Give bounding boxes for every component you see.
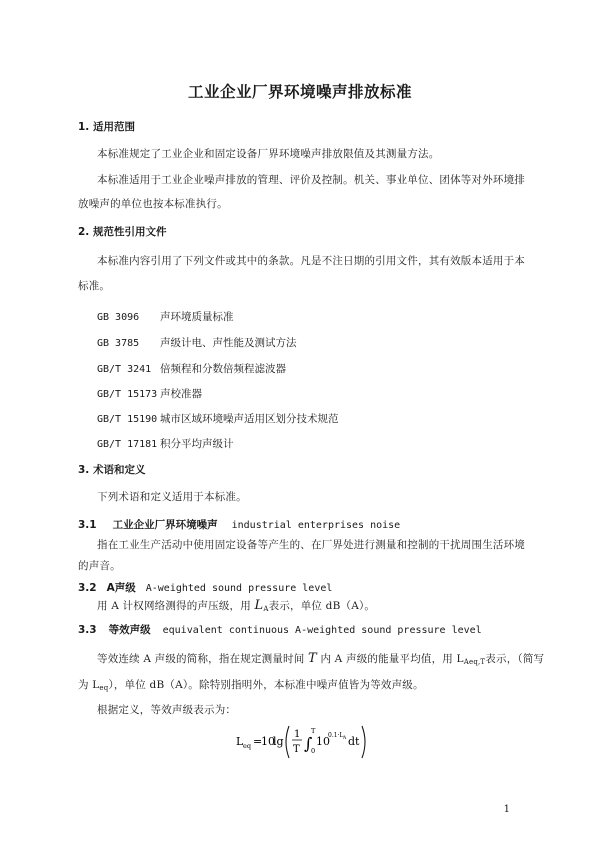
page-number: 1 [503,804,510,815]
reference-code: GB 3096 [97,312,140,323]
section-3-heading: 3. 术语和定义 [78,464,146,476]
term-number: 3.1 [78,519,97,531]
term-cn: 等效声级 [108,624,151,636]
reference-item [97,432,234,451]
section-1-paragraph-2-line-2: 放噪声的单位也按本标准执行。 [78,198,228,210]
symbol-subscript: A [263,605,269,613]
section-1-paragraph-2-line-1: 本标准适用于工业企业噪声排放的管理、评价及控制。机关、事业单位、团体等对外环境排 [97,174,525,186]
reference-name: 城市区域环境噪声适用区划分技术规范 [160,413,339,425]
term-3-3-definition-line-2: 为 $L_{eq}$），单位 dB（A）。除特别指明外，本标准中噪声值皆为等效声级。 [78,679,424,692]
term-en: A-weighted sound pressure level [145,583,333,594]
term-en: equivalent continuous A-weighted sound pressure level [162,625,482,636]
term-3-3-definition-line-1: 等效连续 A 声级的简称，指在规定测量时间 T 内 A 声级的能量平均值，用 $L_{Aeq,T}$表示，（简写 [97,651,545,666]
symbol-L: L [254,598,264,613]
reference-name: 声级计电、声性能及测试方法 [160,337,297,349]
term-3-2-heading [78,580,332,595]
section-3-intro: 下列术语和定义适用于本标准。 [97,491,247,503]
integral-sign: ∫ [304,734,313,753]
left-paren [286,726,289,758]
reference-item [97,407,339,426]
term-cn: A声级 [106,582,136,594]
formula-svg [236,722,376,762]
reference-code: GB/T 3241 [97,364,152,375]
section-2-paragraph-line-1: 本标准内容引用了下列文件或其中的条款。凡是不注日期的引用文件，其有效版本适用于本 [97,255,525,267]
term-3-1-definition-line-2: 的声音。 [78,560,121,572]
formula-int-lower: 0 [311,747,316,755]
section-1-paragraph-1: 本标准规定了工业企业和固定设备厂界环境噪声排放限值及其测量方法。 [97,148,440,160]
formula-fn: lg [273,735,284,748]
reference-item [97,305,234,324]
reference-name: 倍频程和分数倍频程滤波器 [160,363,286,375]
right-paren [362,726,365,758]
term-cn: 工业企业厂界环境噪声 [112,519,218,531]
reference-item [97,331,297,350]
term-3-1-heading [78,517,400,532]
reference-code: GB/T 17181 [97,439,158,450]
document-title: 工业企业厂界环境噪声排放标准 [187,83,412,101]
formula-exponent-sub: A [343,736,347,741]
term-number: 3.3 [78,624,97,636]
formula-base: 10 [316,735,330,748]
symbol-T: T [308,651,317,666]
section-2-paragraph-line-2: 标准。 [78,280,111,292]
reference-item [97,382,202,401]
formula-exponent: 0.1·L [328,732,344,739]
reference-code: GB 3785 [97,338,140,349]
reference-name: 积分平均声级计 [160,438,234,450]
reference-name: 声校准器 [160,388,202,400]
formula-dt: dt [348,735,360,748]
formula-frac-den: T [293,744,300,755]
equivalent-level-formula [236,722,376,765]
term-en: industrial enterprises noise [231,520,401,531]
reference-name: 声环境质量标准 [160,311,234,323]
term-number: 3.2 [78,582,97,594]
reference-code: GB/T 15190 [97,414,158,425]
formula-lhs-sub: eq [243,742,252,750]
formula-equals: = [253,735,263,748]
term-3-3-definition-line-3: 根据定义，等效声级表示为： [97,704,237,716]
term-3-2-definition: 用 A 计权网络测得的声压级，用 $L_A$表示，单位 dB（A）。 [97,598,376,613]
formula-frac-num: 1 [294,729,301,740]
section-1-heading: 1. 适用范围 [78,121,135,133]
term-3-1-definition-line-1: 指在工业生产活动中使用固定设备等产生的、在厂界处进行测量和控制的干扰周围生活环境 [97,539,525,551]
section-2-heading: 2. 规范性引用文件 [78,226,167,238]
term-3-3-heading [78,622,482,637]
reference-item [97,357,286,376]
formula-coef: 10 [261,735,275,748]
formula-lhs: L [236,735,244,748]
formula-int-upper: T [311,727,316,735]
reference-code: GB/T 15173 [97,389,158,400]
